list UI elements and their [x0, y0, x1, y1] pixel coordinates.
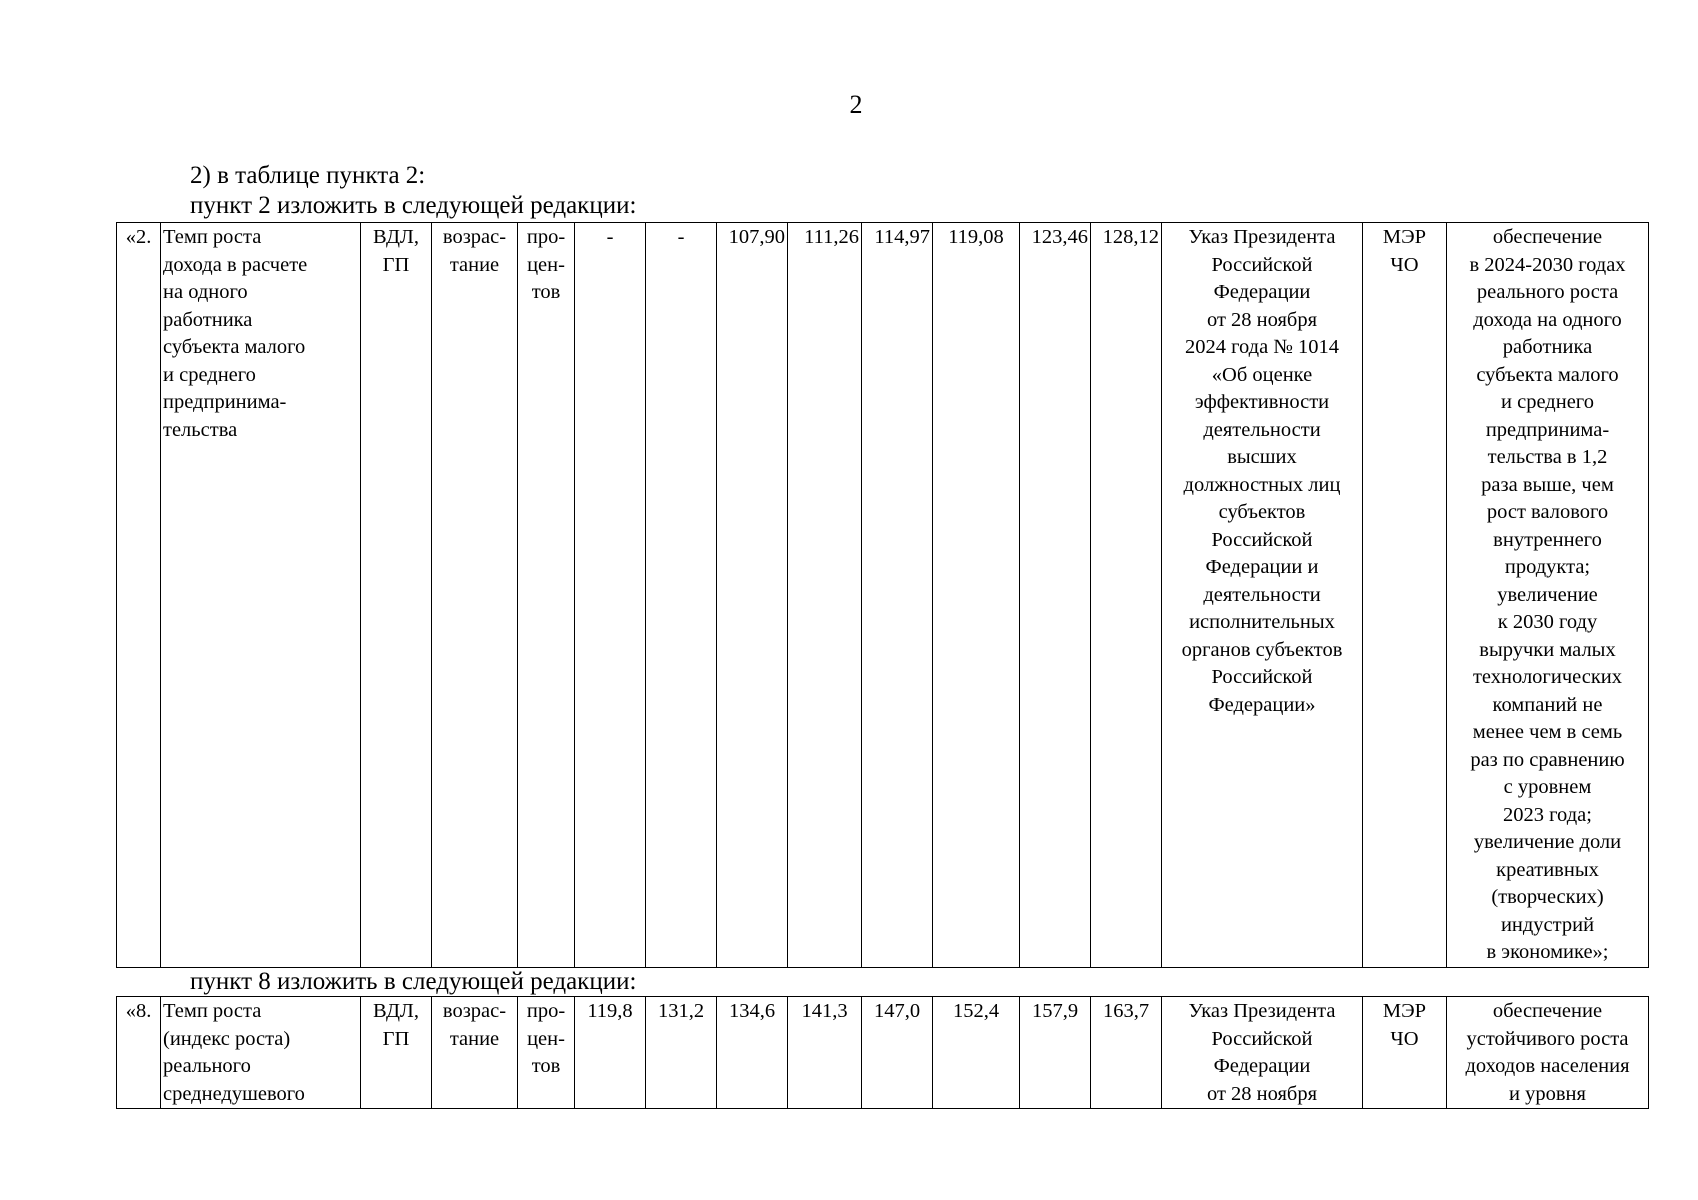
row-number: «2. — [117, 223, 161, 968]
value-cell: 157,9 — [1020, 997, 1091, 1109]
intro-line-3: пункт 8 изложить в следующей редакции: — [190, 968, 637, 995]
value-cell: - — [646, 223, 717, 968]
table-point-2 — [116, 222, 1649, 968]
direction-cell: возрас- тание — [432, 997, 518, 1109]
value-cell: 107,90 — [717, 223, 788, 968]
value-cell: 111,26 — [788, 223, 862, 968]
responsible-cell: МЭР ЧО — [1363, 997, 1447, 1109]
value-cell: 147,0 — [862, 997, 933, 1109]
table-row — [117, 223, 1649, 968]
goal-cell: обеспечение устойчивого роста доходов населения и уровня — [1447, 997, 1649, 1109]
intro-line-2: пункт 2 изложить в следующей редакции: — [190, 192, 637, 219]
indicator-name: Темп роста (индекс роста) реального среднедушевого — [161, 997, 361, 1109]
intro-line-1: 2) в таблице пункта 2: — [190, 162, 426, 189]
unit-cell: про- цен- тов — [518, 223, 575, 968]
value-cell: 119,08 — [933, 223, 1020, 968]
value-cell: 114,97 — [862, 223, 933, 968]
responsible-cell: МЭР ЧО — [1363, 223, 1447, 968]
page-number: 2 — [849, 90, 863, 119]
unit-cell: про- цен- тов — [518, 997, 575, 1109]
value-cell: 131,2 — [646, 997, 717, 1109]
row-number: «8. — [117, 997, 161, 1109]
level-cell: ВДЛ, ГП — [361, 997, 432, 1109]
document-cell: Указ Президента Российской Федерации от 28 ноября — [1162, 997, 1363, 1109]
value-cell: 119,8 — [575, 997, 646, 1109]
value-cell: 128,12 — [1091, 223, 1162, 968]
indicator-name: Темп роста дохода в расчете на одного работника субъекта малого и среднего предпринима- тельства — [161, 223, 361, 968]
value-cell: 141,3 — [788, 997, 862, 1109]
goal-cell: обеспечение в 2024-2030 годах реального роста дохода на одного работника субъекта малого и среднего предпринима- тельства в 1,2 раза выше, чем рост валового внутреннего продукта; увеличение к 2030 году выручки малых технологических компаний не менее чем в семь раз по сравнению с уровнем 2023 года; увеличение доли креативных (творческих) индустрий в экономике»; — [1447, 223, 1649, 968]
value-cell: 123,46 — [1020, 223, 1091, 968]
document-cell: Указ Президента Российской Федерации от 28 ноября 2024 года № 1014 «Об оценке эффективности деятельности высших должностных лиц субъектов Российской Федерации и деятельности исполнительных органов субъектов Российской Федерации» — [1162, 223, 1363, 968]
level-cell: ВДЛ, ГП — [361, 223, 432, 968]
table-row — [117, 997, 1649, 1109]
value-cell: 152,4 — [933, 997, 1020, 1109]
value-cell: 134,6 — [717, 997, 788, 1109]
direction-cell: возрас- тание — [432, 223, 518, 968]
value-cell: 163,7 — [1091, 997, 1162, 1109]
value-cell: - — [575, 223, 646, 968]
table-point-8 — [116, 996, 1649, 1109]
